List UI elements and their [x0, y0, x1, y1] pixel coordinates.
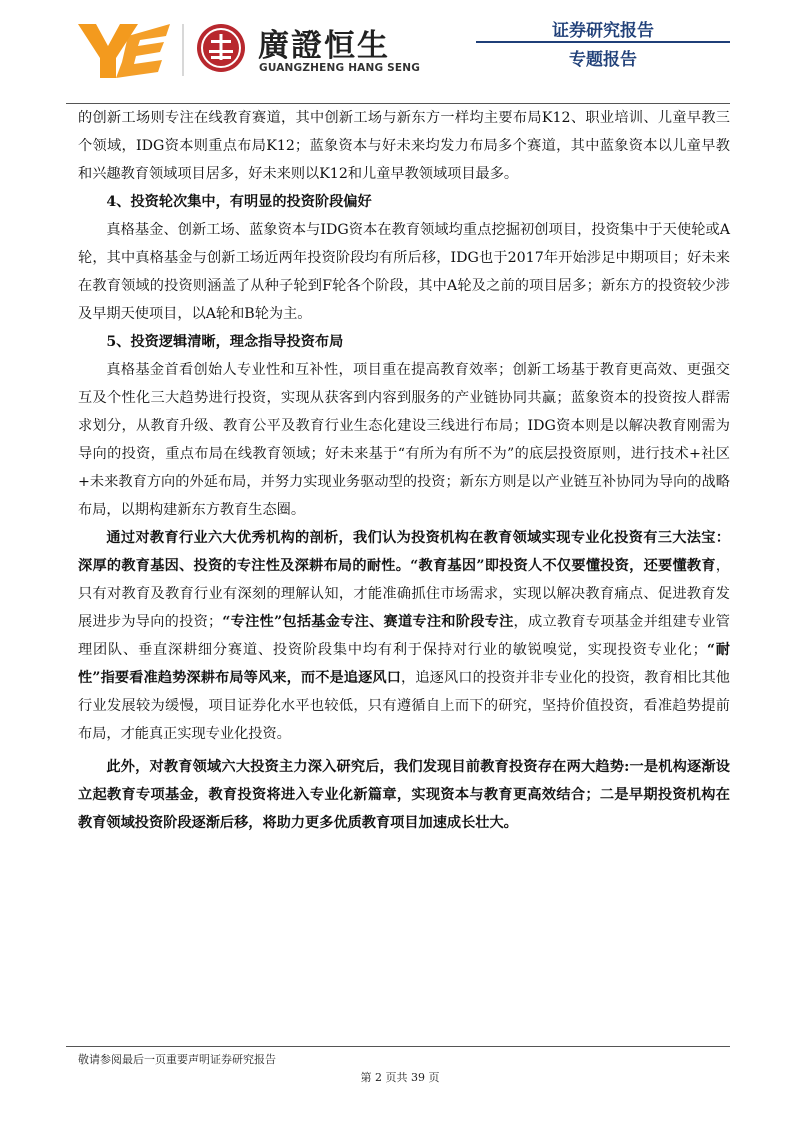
education-gene-claim: “教育基因”即投资人不仅要懂投资，还要懂教育	[410, 558, 716, 574]
footer-disclaimer: 敬请参阅最后一页重要声明证券研究报告	[78, 1053, 276, 1066]
section-heading-5: 5、投资逻辑清晰，理念指导投资布局	[106, 334, 344, 350]
report-body	[78, 104, 730, 837]
logo-chinese-name: 廣證恒生	[258, 28, 390, 64]
focus-claim: “专注性”包括基金专注、赛道专注和阶段专注	[222, 614, 514, 630]
report-subtype: 专题报告	[569, 50, 637, 70]
seal-icon	[195, 22, 247, 74]
patience-claim: “耐性”指要看准趋势深耕布局等风来，而不是追逐风口	[78, 642, 730, 686]
education-gene-detail: ，只有对教育及教育行业有深刻的理解认知，才能准确抓住市场需求，实现以解决教育痛点、促进教育发展进步为导向的投资；	[78, 558, 730, 630]
paragraph-investment-rounds: 真格基金、创新工场、蓝象资本与IDG资本在教育领域均重点挖掘初创项目，投资集中于天使轮或A轮，其中真格基金与创新工场近两年投资阶段均有所后移，IDG也于2017年开始涉足中期项目；好未来在教育领域的投资则涵盖了从种子轮到F轮各个阶段，其中A轮及之前的项目居多；新东方的投资较少涉及早期天使项目，以A轮和B轮为主。	[78, 222, 730, 322]
section-heading-4: 4、投资轮次集中，有明显的投资阶段偏好	[106, 194, 372, 210]
paragraph-two-trends: 此外，对教育领域六大投资主力深入研究后，我们发现目前教育投资存在两大趋势:一是机构逐渐设立起教育专项基金，教育投资将进入专业化新篇章，实现资本与教育更高效结合；二是早期投资机构在教育领域投资阶段逐渐后移，将助力更多优质教育项目加速成长壮大。	[78, 759, 730, 831]
paragraph-investment-logic: 真格基金首看创始人专业性和互补性，项目重在提高教育效率；创新工场基于教育更高效、更强交互及个性化三大趋势进行投资，实现从获客到内容到服务的产业链协同共赢；蓝象资本的投资按人群需求划分，从教育升级、教育公平及教育行业生态化建设三线进行布局；IDG资本则是以解决教育刚需为导向的投资，重点布局在线教育领域；好未来基于“有所为有所不为”的底层投资原则，进行技术+社区+未来教育方向的外延布局，并努力实现业务驱动型的投资；新东方则是以产业链互补协同为导向的战略布局，以期构建新东方教育生态圈。	[78, 362, 730, 518]
focus-detail: ，成立教育专项基金并组建专业管理团队、垂直深耕细分赛道、投资阶段集中均有利于保持对行业的敏锐嗅觉，实现投资专业化；	[78, 614, 730, 658]
logo-english-name: GUANGZHENG HANG SENG	[259, 62, 421, 74]
footer-rule	[66, 1046, 730, 1047]
ye-logo-icon	[78, 22, 170, 80]
logo-divider	[182, 24, 184, 76]
report-type: 证券研究报告	[552, 21, 654, 41]
paragraph-continuation: 的创新工场则专注在线教育赛道，其中创新工场与新东方一样均主要布局K12、职业培训、儿童早教三个领域，IDG资本则重点布局K12；蓝象资本与好未来均发力布局多个赛道，其中蓝象资本以儿童早教和兴趣教育领域项目居多，好未来则以K12和儿童早教领域项目最多。	[78, 110, 730, 182]
header-rule-blue	[476, 41, 730, 43]
paragraph-three-keys	[78, 524, 730, 748]
page-number: 第 2 页共 39 页	[360, 1071, 440, 1084]
three-keys-lead: 通过对教育行业六大优秀机构的剖析，我们认为投资机构在教育领域实现专业化投资有三大法宝：深厚的教育基因、投资的专注性及深耕布局的耐性。	[78, 530, 730, 574]
patience-detail: ，追逐风口的投资并非专业化的投资，教育相比其他行业发展较为缓慢，项目证券化水平也较低，只有遵循自上而下的研究，坚持价值投资，看准趋势提前布局，才能真正实现专业化投资。	[78, 670, 730, 742]
company-logo	[78, 18, 423, 80]
